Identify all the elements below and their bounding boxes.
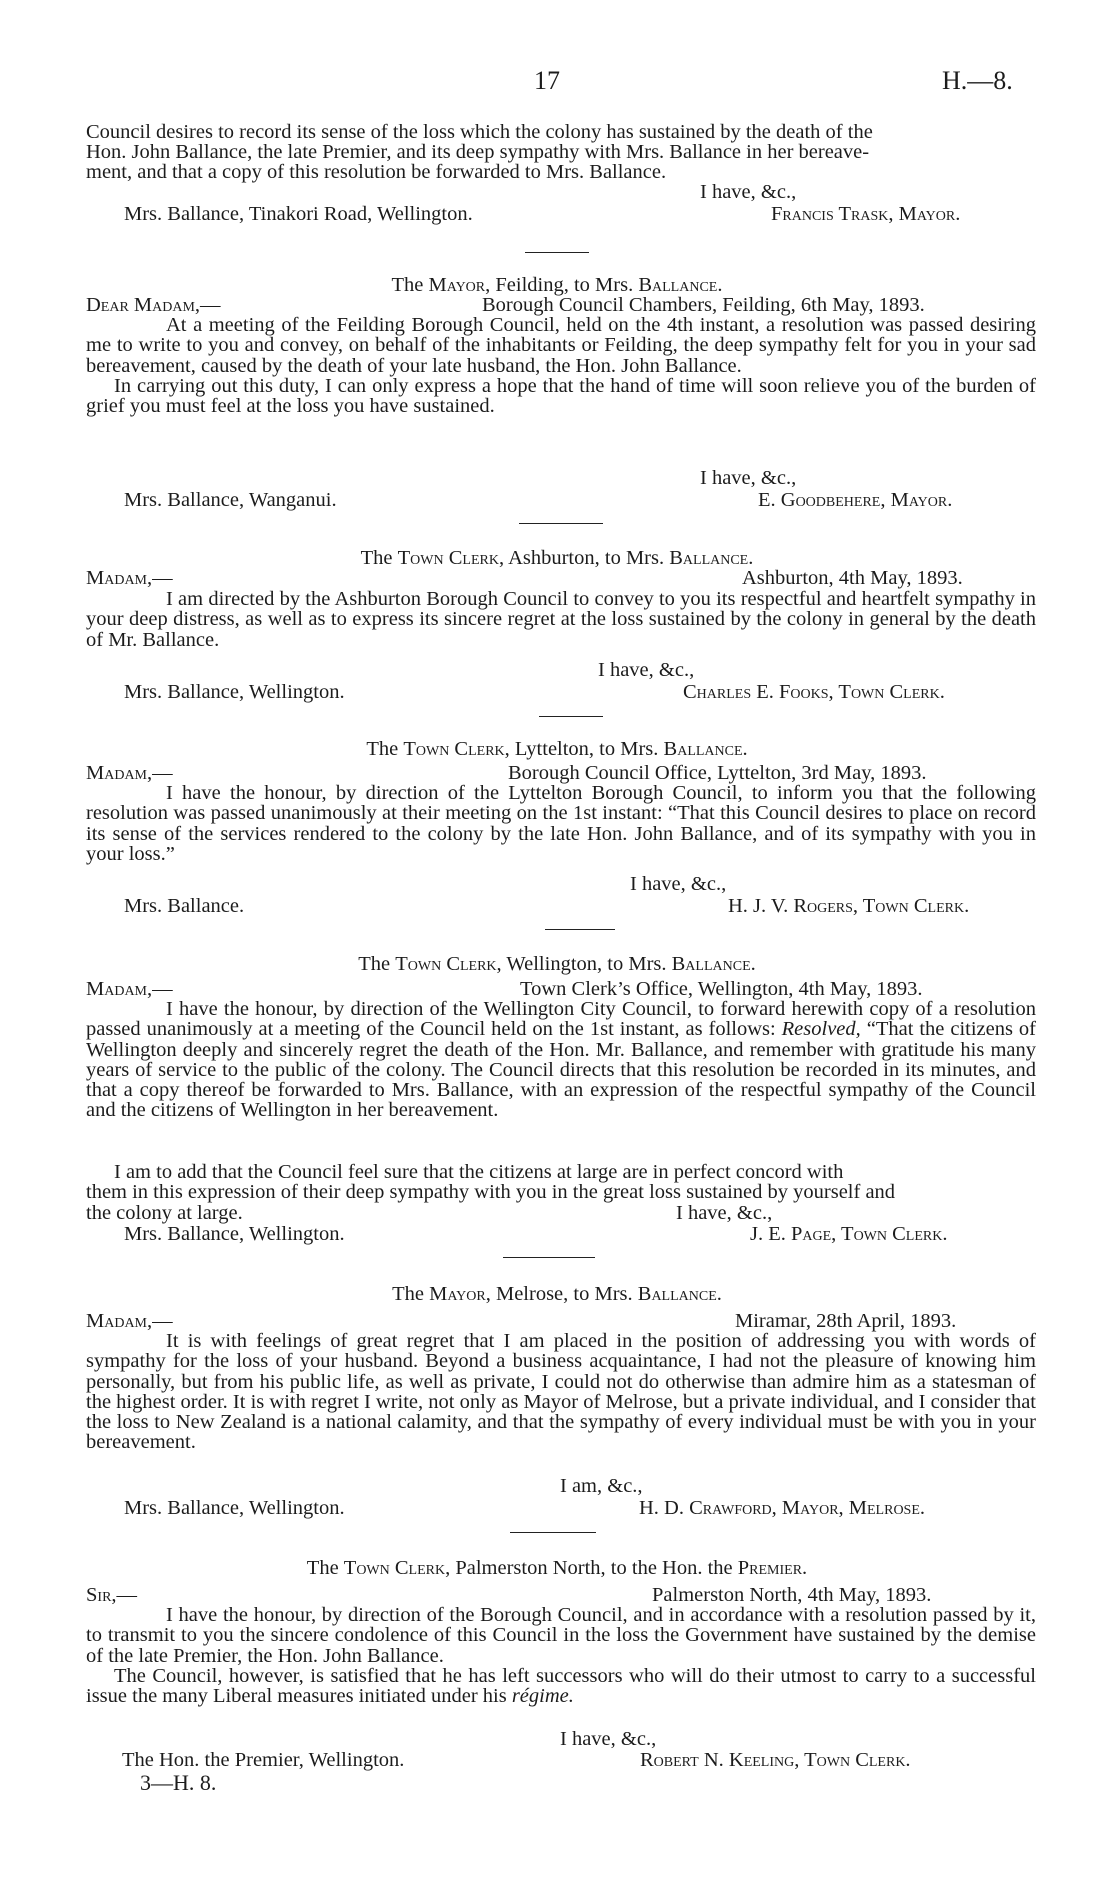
divider-rule xyxy=(510,1532,596,1533)
signature: H. D. Crawford, Mayor, Melrose. xyxy=(639,1497,926,1519)
paragraph: The Council, however, is satisfied that he has left successors who will do their utmost to carry to a successful issue the many Liberal measures initiated under his régime. xyxy=(86,1664,1036,1708)
divider-rule xyxy=(539,716,603,717)
closing: I have, &c., xyxy=(700,181,797,203)
letter-heading: The Town Clerk, Ashburton, to Mrs. Ballance. xyxy=(360,547,754,569)
salutation: Madam,— xyxy=(86,1310,173,1332)
addressee: Mrs. Ballance. xyxy=(124,895,245,917)
divider-rule xyxy=(545,929,615,930)
letter-heading: The Mayor, Melrose, to Mrs. Ballance. xyxy=(392,1283,722,1305)
place-date: Borough Council Chambers, Feilding, 6th May, 1893. xyxy=(482,294,925,316)
divider-rule xyxy=(519,523,603,524)
place-date: Town Clerk’s Office, Wellington, 4th May, 1893. xyxy=(520,978,923,1000)
letter-heading: The Town Clerk, Lyttelton, to Mrs. Ballance. xyxy=(366,738,748,760)
paragraph: I am directed by the Ashburton Borough Council to convey to you its respectful and heartfelt sympathy in your deep distress, as well as to express its sincere regret at the loss sustained by the colony in general by the death of Mr. Ballance. xyxy=(86,588,1036,651)
signature: J. E. Page, Town Clerk. xyxy=(750,1223,948,1245)
closing: I have, &c., xyxy=(560,1728,657,1750)
paragraph: I have the honour, by direction of the Wellington City Council, to forward herewith copy of a resolution passed unanimously at a meeting of the Council held on the 1st instant, as follows: Resolved, “That the citizens of Wellington deeply and sincerely regret the death of the Hon. Mr. Ballance, and remember with gratitude his many years of service to the public of the colony. The Council directs that this resolution be recorded in its minutes, and that a copy thereof be forwarded to Mrs. Ballance, with an expression of the respectful sympathy of the Council and the citizens of Wellington in her bereavement. xyxy=(86,998,1036,1122)
closing: I have, &c., xyxy=(676,1202,773,1224)
continued-text-line: Hon. John Ballance, the late Premier, and its deep sympathy with Mrs. Ballance in her bereave- xyxy=(86,141,870,163)
signature: Robert N. Keeling, Town Clerk. xyxy=(640,1749,911,1771)
paragraph: It is with feelings of great regret that I am placed in the position of addressing you with words of sympathy for the loss of your husband. Beyond a business acquaintance, I had not the pleasure of knowing him personally, but from his public life, as well as private, I could not do otherwise than admire him as a statesman of the highest order. It is with regret I write, not only as Mayor of Melrose, but a private individual, and I consider that the loss to New Zealand is a national calamity, and that the sympathy of every individual must be with you in your bereavement. xyxy=(86,1330,1036,1454)
paragraph-line: them in this expression of their deep sympathy with you in the great loss sustained by yourself and xyxy=(86,1181,896,1203)
closing: I am, &c., xyxy=(560,1475,643,1497)
addressee: Mrs. Ballance, Tinakori Road, Wellington. xyxy=(124,203,473,225)
signature: Charles E. Fooks, Town Clerk. xyxy=(683,681,945,703)
signature-mark: 3—H. 8. xyxy=(140,1770,217,1795)
letter-body xyxy=(86,589,1036,650)
page-number: 17 xyxy=(534,66,560,95)
signature: E. Goodbehere, Mayor. xyxy=(758,489,953,511)
document-reference: H.—8. xyxy=(942,66,1013,95)
salutation: Madam,— xyxy=(86,762,173,784)
addressee: Mrs. Ballance, Wanganui. xyxy=(124,489,337,511)
paragraph: I have the honour, by direction of the Borough Council, and in accordance with a resolution passed by it, to transmit to you the sincere condolence of this Council in the loss the Government have sustained by the demise of the late Premier, the Hon. John Ballance. xyxy=(86,1604,1036,1667)
place-date: Palmerston North, 4th May, 1893. xyxy=(652,1584,932,1606)
salutation: Madam,— xyxy=(86,567,173,589)
letter-body xyxy=(86,999,1036,1121)
paragraph: I have the honour, by direction of the Lyttelton Borough Council, to inform you that the following resolution was passed unanimously at their meeting on the 1st instant: “That this Council desires to place on record its sense of the services rendered to the colony by the late Hon. John Ballance, and of its sympathy with you in your loss.” xyxy=(86,782,1036,865)
salutation: Dear Madam,— xyxy=(86,294,221,316)
closing: I have, &c., xyxy=(630,873,727,895)
salutation: Madam,— xyxy=(86,978,173,1000)
addressee: Mrs. Ballance, Wellington. xyxy=(124,681,345,703)
closing: I have, &c., xyxy=(700,467,797,489)
signature: Francis Trask, Mayor. xyxy=(771,203,961,225)
divider-rule xyxy=(503,1257,595,1258)
paragraph: In carrying out this duty, I can only express a hope that the hand of time will soon relieve you of the burden of grief you must feel at the loss you have sustained. xyxy=(86,374,1036,418)
letter-heading: The Town Clerk, Wellington, to Mrs. Ballance. xyxy=(358,953,756,975)
addressee: The Hon. the Premier, Wellington. xyxy=(122,1749,405,1771)
paragraph-line: I am to add that the Council feel sure that the citizens at large are in perfect concord with xyxy=(114,1161,844,1183)
letter-body xyxy=(86,315,1036,416)
divider-rule xyxy=(525,252,589,253)
letter-body xyxy=(86,1331,1036,1453)
closing: I have, &c., xyxy=(598,659,695,681)
letter-heading: The Town Clerk, Palmerston North, to the Hon. the Premier. xyxy=(306,1557,808,1579)
letter-body xyxy=(86,1605,1036,1706)
letter-body xyxy=(86,783,1036,864)
place-date: Ashburton, 4th May, 1893. xyxy=(742,567,963,589)
continued-text-line: ment, and that a copy of this resolution be forwarded to Mrs. Ballance. xyxy=(86,161,667,183)
signature: H. J. V. Rogers, Town Clerk. xyxy=(728,895,970,917)
addressee: Mrs. Ballance, Wellington. xyxy=(124,1223,345,1245)
paragraph-line: the colony at large. xyxy=(86,1202,243,1224)
salutation: Sir,— xyxy=(86,1584,138,1606)
place-date: Borough Council Office, Lyttelton, 3rd May, 1893. xyxy=(508,762,927,784)
continued-text-line: Council desires to record its sense of the loss which the colony has sustained by the death of the xyxy=(86,121,873,143)
paragraph: At a meeting of the Feilding Borough Council, held on the 4th instant, a resolution was passed desiring me to write to you and convey, on behalf of the inhabitants or Feilding, the deep sympathy felt for you in your sad bereavement, caused by the death of your late husband, the Hon. John Ballance. xyxy=(86,314,1036,377)
addressee: Mrs. Ballance, Wellington. xyxy=(124,1497,345,1519)
letter-heading: The Mayor, Feilding, to Mrs. Ballance. xyxy=(391,274,723,296)
place-date: Miramar, 28th April, 1893. xyxy=(735,1310,957,1332)
